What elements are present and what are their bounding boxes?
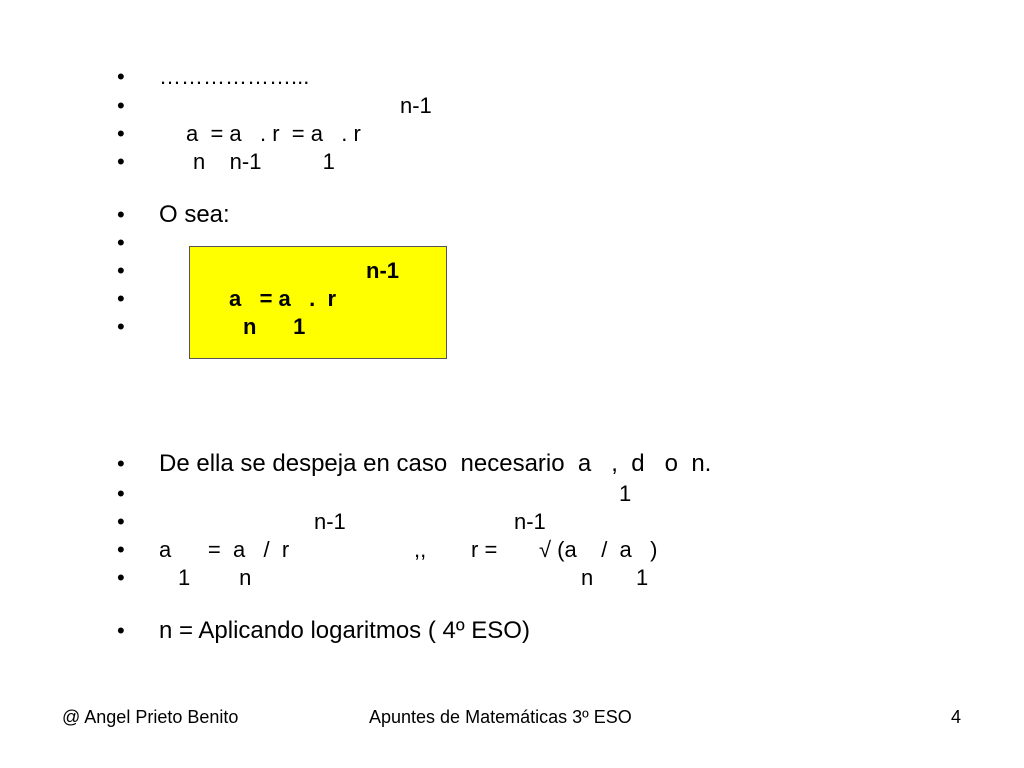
formula-a1: a = a / r <box>159 537 290 562</box>
subscript-text: n n-1 1 <box>193 149 335 174</box>
bullet-line <box>0 312 1024 342</box>
bullet-icon: • <box>117 618 125 643</box>
formula-r-label: r = <box>471 537 498 562</box>
bullet-line <box>0 62 1024 92</box>
exponent-text: n-1 <box>514 509 546 534</box>
formula-text: a = a . r = a . r <box>186 121 361 146</box>
despeja-text: De ella se despeja en caso necesario a , d o n. <box>159 450 712 477</box>
bullet-icon: • <box>117 537 125 562</box>
bullet-line <box>0 535 1024 565</box>
bullet-icon: • <box>117 565 125 590</box>
bullet-icon: • <box>117 121 125 146</box>
bullet-line <box>0 479 1024 509</box>
bullet-icon: • <box>117 451 125 476</box>
bullet-icon: • <box>117 93 125 118</box>
separator-text: ,, <box>414 537 427 562</box>
bullet-line <box>0 91 1024 121</box>
bullet-icon: • <box>117 64 125 89</box>
exponent-text: n-1 <box>400 93 432 118</box>
exponent-text: n-1 <box>314 509 346 534</box>
bullet-icon: • <box>117 509 125 534</box>
bullet-line <box>0 563 1024 593</box>
o-sea-text: O sea: <box>159 201 230 228</box>
bullet-line <box>0 256 1024 286</box>
bullet-icon: • <box>117 258 125 283</box>
general-term-formula: a = a . r <box>229 286 337 311</box>
bullet-line <box>0 200 1024 230</box>
logarithm-text: n = Aplicando logaritmos ( 4º ESO) <box>159 617 530 644</box>
formula-r-root: √ (a / a ) <box>539 537 658 562</box>
bullet-icon: • <box>117 481 125 506</box>
bullet-line <box>0 449 1024 479</box>
bullet-line <box>0 507 1024 537</box>
bullet-icon: • <box>117 202 125 227</box>
bullet-icon: • <box>117 314 125 339</box>
bullet-line <box>0 284 1024 314</box>
footer-author: @ Angel Prieto Benito <box>62 707 239 727</box>
footer-course: Apuntes de Matemáticas 3º ESO <box>369 707 632 727</box>
exponent-text: n-1 <box>366 258 399 283</box>
bullet-line <box>0 228 1024 258</box>
bullet-icon: • <box>117 230 125 255</box>
bullet-icon: • <box>117 149 125 174</box>
bullet-line <box>0 147 1024 177</box>
footer-page-number: 4 <box>951 707 962 727</box>
subscript-text: 1 <box>619 481 632 506</box>
text-dots: ………………... <box>159 64 310 89</box>
bullet-line <box>0 119 1024 149</box>
bullet-line <box>0 616 1024 646</box>
subscript-text: n 1 <box>243 314 306 339</box>
bullet-icon: • <box>117 286 125 311</box>
subscript-text: 1 n <box>178 565 252 590</box>
subscript-text: n 1 <box>581 565 649 590</box>
